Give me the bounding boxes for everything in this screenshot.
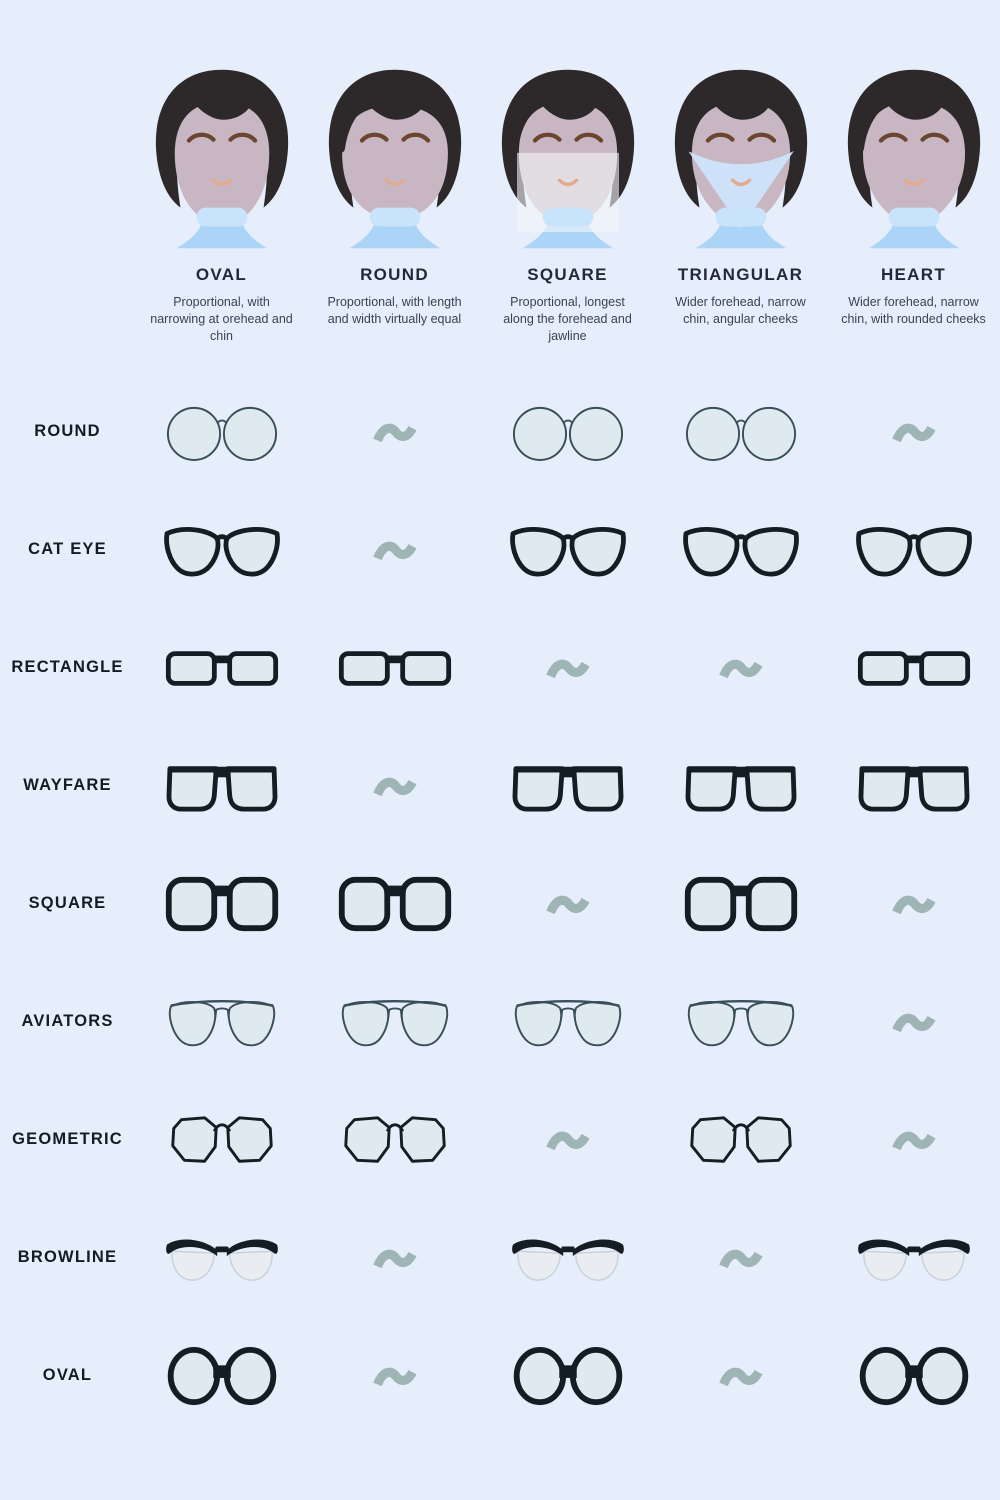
matrix-row-geometric: [0, 1081, 1000, 1199]
face-shape-name: TRIANGULAR: [677, 265, 804, 284]
face-round-illustration: [310, 64, 480, 253]
wayfare-glasses-icon: [682, 759, 800, 813]
frame-style-label: RECTANGLE: [11, 658, 124, 677]
wayfare-glasses-icon: [855, 759, 973, 813]
face-shape-description: Proportional, with length and width virtually equal: [327, 295, 462, 326]
browline-glasses-icon: [163, 1232, 281, 1284]
face-triangular-illustration: [656, 64, 826, 253]
matrix-row-browline: [0, 1199, 1000, 1317]
frame-style-label: OVAL: [42, 1366, 93, 1385]
matrix-cell: [654, 1081, 827, 1199]
face-oval-illustration: [137, 64, 307, 253]
not-suitable-squiggle-icon: [891, 888, 937, 920]
face-shape-description: Wider forehead, narrow chin, with rounded cheeks: [841, 295, 986, 326]
round-glasses-icon: [685, 400, 797, 464]
matrix-row-rectangle: [0, 609, 1000, 727]
matrix-cell: [827, 1317, 1000, 1435]
rectangle-glasses-icon: [855, 645, 973, 691]
matrix-cell: [308, 609, 481, 727]
rectangle-glasses-icon: [163, 645, 281, 691]
matrix-row-wayfare: [0, 727, 1000, 845]
matrix-cell: [481, 1317, 654, 1435]
frame-style-label: CAT EYE: [28, 540, 107, 559]
matrix-cell: [135, 609, 308, 727]
matrix-cell: [308, 845, 481, 963]
matrix-cell: [135, 845, 308, 963]
matrix-cell: [654, 1317, 827, 1435]
matrix-cell: [308, 373, 481, 491]
square-glasses-icon: [163, 874, 281, 934]
matrix-row-cat-eye: [0, 491, 1000, 609]
matrix-cell: [481, 963, 654, 1081]
matrix-cell: [308, 1081, 481, 1199]
matrix-row-oval: [0, 1317, 1000, 1435]
frame-style-label: SQUARE: [28, 894, 107, 913]
matrix-cell: [308, 1199, 481, 1317]
matrix-row-round: [0, 373, 1000, 491]
face-shape-name: SQUARE: [527, 265, 608, 284]
matrix-cell: [481, 727, 654, 845]
matrix-cell: [135, 491, 308, 609]
geometric-glasses-icon: [683, 1112, 799, 1168]
matrix-cell: [654, 727, 827, 845]
matrix-cell: [827, 963, 1000, 1081]
cateye-glasses-icon: [855, 522, 973, 578]
matrix-cell: [827, 373, 1000, 491]
aviators-glasses-icon: [335, 993, 455, 1051]
not-suitable-squiggle-icon: [545, 652, 591, 684]
matrix-cell: [827, 727, 1000, 845]
cateye-glasses-icon: [509, 522, 627, 578]
matrix-cell: [481, 845, 654, 963]
not-suitable-squiggle-icon: [372, 770, 418, 802]
cateye-glasses-icon: [163, 522, 281, 578]
wayfare-glasses-icon: [163, 759, 281, 813]
not-suitable-squiggle-icon: [372, 1242, 418, 1274]
face-shape-header: [0, 0, 1000, 345]
matrix-row-square: [0, 845, 1000, 963]
aviators-glasses-icon: [162, 993, 282, 1051]
matrix-cell: [654, 1199, 827, 1317]
matrix-cell: [827, 845, 1000, 963]
not-suitable-squiggle-icon: [891, 416, 937, 448]
frames-matrix: [0, 373, 1000, 1435]
square-glasses-icon: [336, 874, 454, 934]
matrix-row-aviators: [0, 963, 1000, 1081]
not-suitable-squiggle-icon: [372, 534, 418, 566]
not-suitable-squiggle-icon: [718, 1360, 764, 1392]
round-glasses-icon: [166, 400, 278, 464]
oval-glasses-icon: [856, 1345, 972, 1407]
frame-style-label: WAYFARE: [23, 776, 112, 795]
matrix-cell: [481, 1199, 654, 1317]
not-suitable-squiggle-icon: [545, 888, 591, 920]
round-glasses-icon: [512, 400, 624, 464]
matrix-cell: [308, 963, 481, 1081]
matrix-cell: [308, 1317, 481, 1435]
not-suitable-squiggle-icon: [372, 1360, 418, 1392]
matrix-cell: [654, 609, 827, 727]
frame-style-label: GEOMETRIC: [12, 1130, 123, 1149]
oval-glasses-icon: [510, 1345, 626, 1407]
matrix-cell: [654, 963, 827, 1081]
matrix-cell: [654, 845, 827, 963]
not-suitable-squiggle-icon: [372, 416, 418, 448]
face-column-oval: [135, 64, 308, 345]
aviators-glasses-icon: [681, 993, 801, 1051]
frame-style-label: BROWLINE: [17, 1248, 118, 1267]
face-shape-name: OVAL: [195, 265, 248, 284]
not-suitable-squiggle-icon: [545, 1124, 591, 1156]
not-suitable-squiggle-icon: [718, 652, 764, 684]
matrix-cell: [481, 1081, 654, 1199]
face-shape-name: ROUND: [360, 265, 429, 284]
matrix-cell: [481, 609, 654, 727]
matrix-cell: [135, 1081, 308, 1199]
geometric-glasses-icon: [164, 1112, 280, 1168]
not-suitable-squiggle-icon: [718, 1242, 764, 1274]
matrix-cell: [135, 727, 308, 845]
matrix-cell: [827, 1081, 1000, 1199]
face-column-round: [308, 64, 481, 345]
face-shape-description: Proportional, longest along the forehead and jawline: [503, 295, 632, 343]
geometric-glasses-icon: [337, 1112, 453, 1168]
rectangle-glasses-icon: [336, 645, 454, 691]
face-column-triangular: [654, 64, 827, 345]
matrix-cell: [135, 963, 308, 1081]
not-suitable-squiggle-icon: [891, 1124, 937, 1156]
face-shape-description: Wider forehead, narrow chin, angular cheeks: [675, 295, 806, 326]
aviators-glasses-icon: [508, 993, 628, 1051]
matrix-cell: [135, 373, 308, 491]
not-suitable-squiggle-icon: [891, 1006, 937, 1038]
face-square-illustration: [483, 64, 653, 253]
matrix-cell: [654, 491, 827, 609]
frame-style-label: ROUND: [34, 422, 101, 441]
matrix-cell: [827, 491, 1000, 609]
matrix-cell: [481, 373, 654, 491]
frame-style-label: AVIATORS: [21, 1012, 114, 1031]
matrix-cell: [135, 1317, 308, 1435]
matrix-cell: [308, 727, 481, 845]
browline-glasses-icon: [855, 1232, 973, 1284]
matrix-cell: [135, 1199, 308, 1317]
browline-glasses-icon: [509, 1232, 627, 1284]
matrix-cell: [827, 1199, 1000, 1317]
matrix-cell: [481, 491, 654, 609]
matrix-cell: [827, 609, 1000, 727]
cateye-glasses-icon: [682, 522, 800, 578]
face-column-heart: [827, 64, 1000, 345]
matrix-cell: [308, 491, 481, 609]
face-shape-name: HEART: [880, 265, 947, 284]
matrix-cell: [654, 373, 827, 491]
face-heart-illustration: [829, 64, 999, 253]
face-shape-description: Proportional, with narrowing at orehead and chin: [150, 295, 293, 343]
wayfare-glasses-icon: [509, 759, 627, 813]
square-glasses-icon: [682, 874, 800, 934]
face-column-square: [481, 64, 654, 345]
oval-glasses-icon: [164, 1345, 280, 1407]
